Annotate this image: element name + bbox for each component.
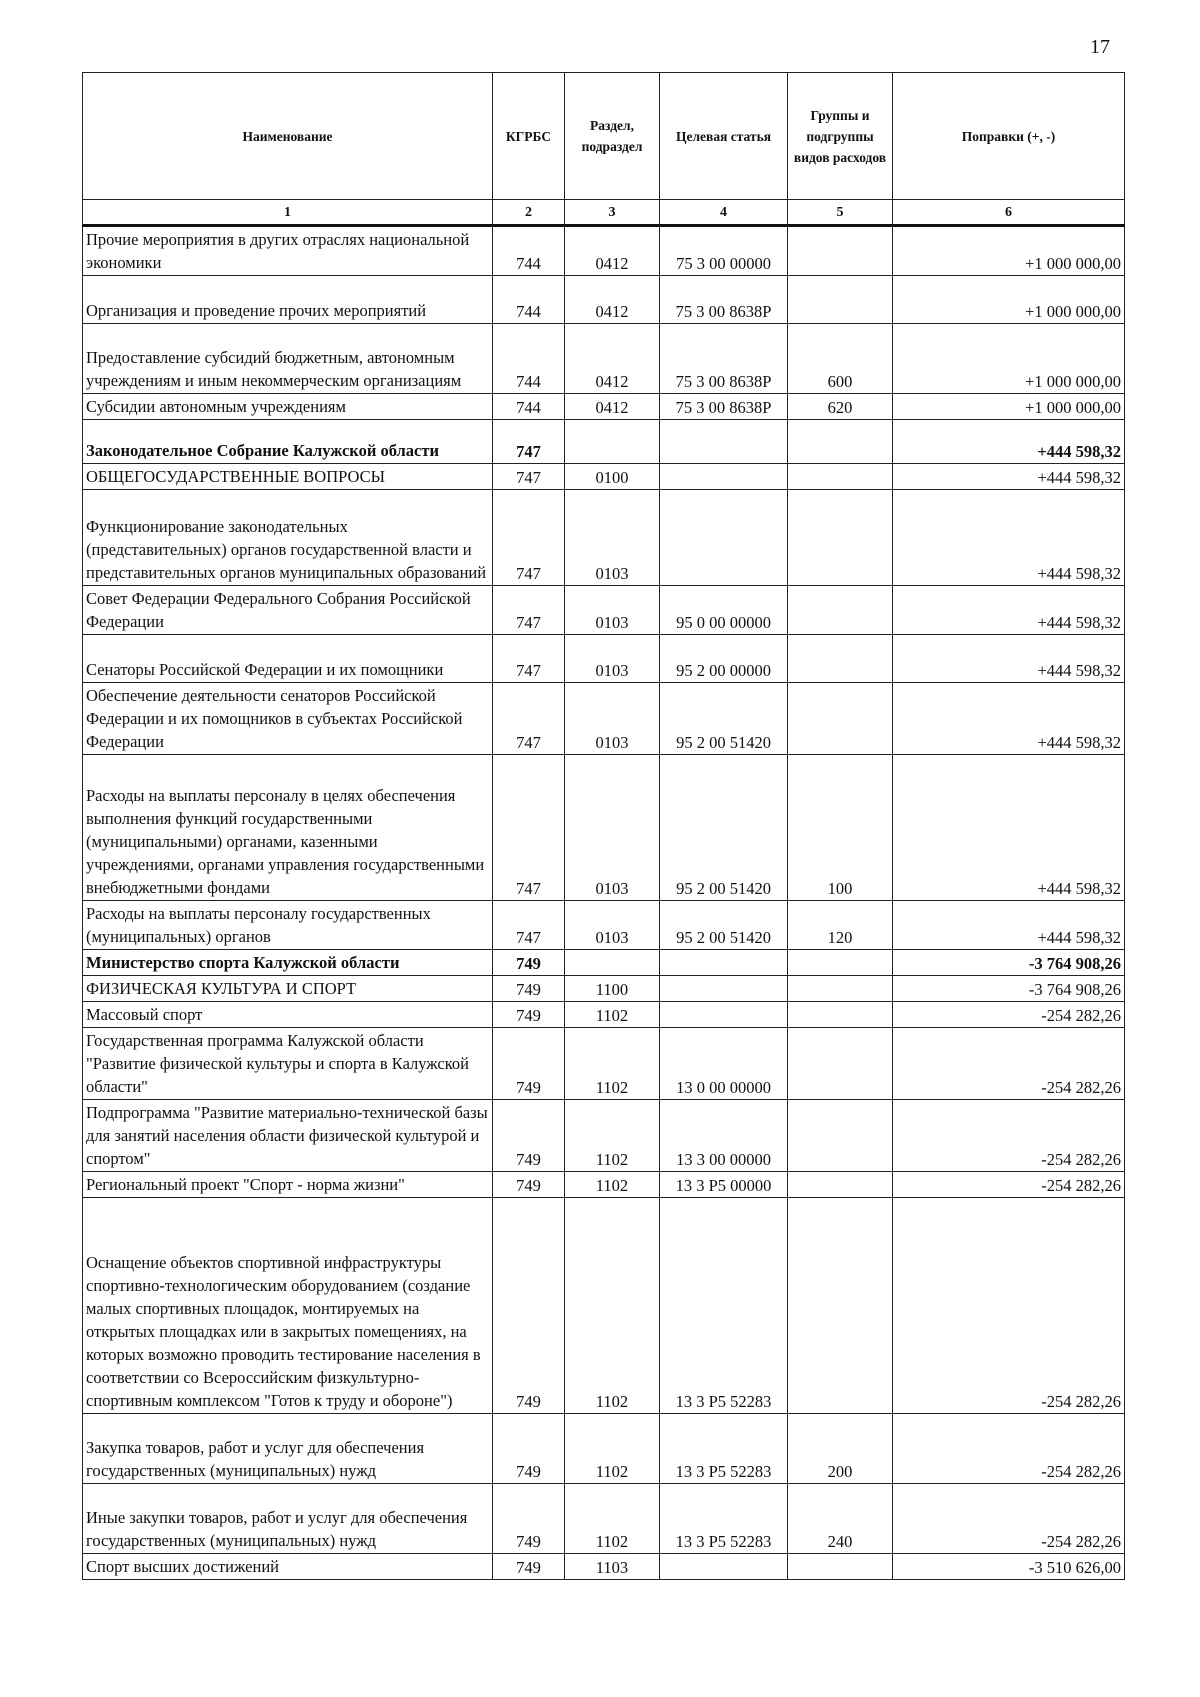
- row-group: [788, 276, 893, 324]
- row-target: 13 0 00 00000: [660, 1028, 788, 1100]
- row-section: 0103: [565, 683, 660, 755]
- row-section: 0100: [565, 464, 660, 490]
- row-name: Закупка товаров, работ и услуг для обеспечения государственных (муниципальных) нужд: [83, 1414, 493, 1484]
- table-row: [83, 683, 1125, 755]
- row-name: Расходы на выплаты персоналу государственных (муниципальных) органов: [83, 901, 493, 950]
- row-target: [660, 1554, 788, 1580]
- row-target: [660, 1002, 788, 1028]
- row-amount: +1 000 000,00: [893, 394, 1125, 420]
- row-amount: +1 000 000,00: [893, 276, 1125, 324]
- row-section: [565, 420, 660, 464]
- row-kgrbs: 749: [493, 1002, 565, 1028]
- row-group: [788, 683, 893, 755]
- table-row: [83, 226, 1125, 276]
- row-group: 120: [788, 901, 893, 950]
- row-amount: -254 282,26: [893, 1198, 1125, 1414]
- row-section: 1102: [565, 1198, 660, 1414]
- table-row: [83, 1100, 1125, 1172]
- header-kgrbs: КГРБС: [493, 73, 565, 200]
- row-section: 1103: [565, 1554, 660, 1580]
- row-group: 240: [788, 1484, 893, 1554]
- row-kgrbs: 744: [493, 276, 565, 324]
- header-target: Целевая статья: [660, 73, 788, 200]
- row-group: [788, 490, 893, 586]
- table-row: [83, 950, 1125, 976]
- header-amendments: Поправки (+, -): [893, 73, 1125, 200]
- row-group: [788, 1100, 893, 1172]
- row-name: Подпрограмма "Развитие материально-технической базы для занятий населения области физической культурой и спортом": [83, 1100, 493, 1172]
- table-row: [83, 901, 1125, 950]
- row-name: Совет Федерации Федерального Собрания Российской Федерации: [83, 586, 493, 635]
- row-name: Государственная программа Калужской области "Развитие физической культуры и спорта в Калужской области": [83, 1028, 493, 1100]
- row-group: 100: [788, 755, 893, 901]
- row-section: 1100: [565, 976, 660, 1002]
- row-target: 95 2 00 51420: [660, 755, 788, 901]
- row-target: 75 3 00 8638Р: [660, 394, 788, 420]
- row-kgrbs: 747: [493, 490, 565, 586]
- row-group: [788, 1172, 893, 1198]
- row-name: Региональный проект "Спорт - норма жизни": [83, 1172, 493, 1198]
- row-amount: -254 282,26: [893, 1484, 1125, 1554]
- row-kgrbs: 747: [493, 755, 565, 901]
- row-group: [788, 1028, 893, 1100]
- row-name: Расходы на выплаты персоналу в целях обеспечения выполнения функций государственными (муниципальными) органами, казенными учреждениями, органами управления государственными внебюджетными фондами: [83, 755, 493, 901]
- row-group: 600: [788, 324, 893, 394]
- row-target: [660, 976, 788, 1002]
- row-kgrbs: 747: [493, 586, 565, 635]
- row-name: Прочие мероприятия в других отраслях национальной экономики: [83, 226, 493, 276]
- row-kgrbs: 747: [493, 635, 565, 683]
- column-number: 3: [565, 200, 660, 226]
- row-kgrbs: 747: [493, 420, 565, 464]
- row-section: 0103: [565, 901, 660, 950]
- row-group: [788, 420, 893, 464]
- row-amount: +444 598,32: [893, 464, 1125, 490]
- table-row: [83, 1028, 1125, 1100]
- row-group: 200: [788, 1414, 893, 1484]
- table-row: [83, 324, 1125, 394]
- row-section: 1102: [565, 1002, 660, 1028]
- header-section: Раздел, подраздел: [565, 73, 660, 200]
- row-section: [565, 950, 660, 976]
- row-group: [788, 1198, 893, 1414]
- table-row: [83, 586, 1125, 635]
- row-section: 0103: [565, 755, 660, 901]
- row-name: Массовый спорт: [83, 1002, 493, 1028]
- row-amount: -3 764 908,26: [893, 950, 1125, 976]
- row-kgrbs: 749: [493, 1172, 565, 1198]
- row-target: 13 3 Р5 52283: [660, 1414, 788, 1484]
- row-amount: +1 000 000,00: [893, 226, 1125, 276]
- row-name: Предоставление субсидий бюджетным, автономным учреждениям и иным некоммерческим организациям: [83, 324, 493, 394]
- column-number: 1: [83, 200, 493, 226]
- row-amount: +444 598,32: [893, 683, 1125, 755]
- row-name: Оснащение объектов спортивной инфраструктуры спортивно-технологическим оборудованием (создание малых спортивных площадок, монтируемых на открытых площадках или в закрытых помещениях, на которых возможно проводить тестирование населения в соответствии со Всероссийским физкультурно-спортивным комплексом "Готов к труду и обороне"): [83, 1198, 493, 1414]
- row-amount: -254 282,26: [893, 1414, 1125, 1484]
- row-name: Субсидии автономным учреждениям: [83, 394, 493, 420]
- row-target: 13 3 00 00000: [660, 1100, 788, 1172]
- table-row: [83, 1414, 1125, 1484]
- row-group: [788, 976, 893, 1002]
- header-name: Наименование: [83, 73, 493, 200]
- row-section: 0412: [565, 226, 660, 276]
- table-row: [83, 1484, 1125, 1554]
- row-amount: +444 598,32: [893, 586, 1125, 635]
- row-amount: -254 282,26: [893, 1002, 1125, 1028]
- row-amount: -254 282,26: [893, 1028, 1125, 1100]
- row-amount: -254 282,26: [893, 1100, 1125, 1172]
- column-number: 4: [660, 200, 788, 226]
- row-target: 75 3 00 00000: [660, 226, 788, 276]
- page-number: 17: [1090, 36, 1110, 58]
- row-section: 0103: [565, 586, 660, 635]
- column-number: 2: [493, 200, 565, 226]
- row-name: ФИЗИЧЕСКАЯ КУЛЬТУРА И СПОРТ: [83, 976, 493, 1002]
- table-row: [83, 490, 1125, 586]
- row-group: [788, 464, 893, 490]
- row-kgrbs: 747: [493, 683, 565, 755]
- table-row: [83, 420, 1125, 464]
- row-amount: -254 282,26: [893, 1172, 1125, 1198]
- row-section: 1102: [565, 1100, 660, 1172]
- row-target: [660, 420, 788, 464]
- row-kgrbs: 749: [493, 1198, 565, 1414]
- table-row: [83, 1172, 1125, 1198]
- row-kgrbs: 744: [493, 394, 565, 420]
- row-group: [788, 950, 893, 976]
- row-group: 620: [788, 394, 893, 420]
- row-target: [660, 464, 788, 490]
- row-section: 1102: [565, 1414, 660, 1484]
- budget-amendments-table: [82, 72, 1125, 1580]
- row-kgrbs: 747: [493, 464, 565, 490]
- row-kgrbs: 749: [493, 950, 565, 976]
- row-amount: -3 764 908,26: [893, 976, 1125, 1002]
- row-name: Обеспечение деятельности сенаторов Российской Федерации и их помощников в субъектах Российской Федерации: [83, 683, 493, 755]
- column-number: 6: [893, 200, 1125, 226]
- row-amount: -3 510 626,00: [893, 1554, 1125, 1580]
- row-name: Организация и проведение прочих мероприятий: [83, 276, 493, 324]
- row-target: [660, 950, 788, 976]
- row-name: Спорт высших достижений: [83, 1554, 493, 1580]
- row-group: [788, 226, 893, 276]
- column-number: 5: [788, 200, 893, 226]
- table-row: [83, 635, 1125, 683]
- row-section: 0412: [565, 276, 660, 324]
- row-target: 75 3 00 8638Р: [660, 324, 788, 394]
- table-row: [83, 276, 1125, 324]
- row-group: [788, 1554, 893, 1580]
- row-target: 13 3 Р5 52283: [660, 1484, 788, 1554]
- row-kgrbs: 744: [493, 226, 565, 276]
- row-kgrbs: 749: [493, 1554, 565, 1580]
- row-name: ОБЩЕГОСУДАРСТВЕННЫЕ ВОПРОСЫ: [83, 464, 493, 490]
- row-kgrbs: 749: [493, 1100, 565, 1172]
- row-name: Сенаторы Российской Федерации и их помощники: [83, 635, 493, 683]
- row-target: 95 0 00 00000: [660, 586, 788, 635]
- row-target: 95 2 00 00000: [660, 635, 788, 683]
- row-amount: +444 598,32: [893, 635, 1125, 683]
- row-section: 1102: [565, 1028, 660, 1100]
- table-row: [83, 1198, 1125, 1414]
- row-target: 95 2 00 51420: [660, 683, 788, 755]
- row-section: 0412: [565, 394, 660, 420]
- row-kgrbs: 749: [493, 976, 565, 1002]
- row-amount: +444 598,32: [893, 901, 1125, 950]
- row-section: 1102: [565, 1172, 660, 1198]
- table-row: [83, 976, 1125, 1002]
- table-row: [83, 755, 1125, 901]
- row-section: 1102: [565, 1484, 660, 1554]
- row-amount: +444 598,32: [893, 420, 1125, 464]
- row-kgrbs: 744: [493, 324, 565, 394]
- row-section: 0103: [565, 490, 660, 586]
- table-row: [83, 1002, 1125, 1028]
- row-group: [788, 1002, 893, 1028]
- row-target: 95 2 00 51420: [660, 901, 788, 950]
- row-group: [788, 635, 893, 683]
- row-kgrbs: 749: [493, 1028, 565, 1100]
- row-target: 13 3 Р5 52283: [660, 1198, 788, 1414]
- table-row: [83, 394, 1125, 420]
- row-target: 75 3 00 8638Р: [660, 276, 788, 324]
- row-kgrbs: 749: [493, 1414, 565, 1484]
- row-kgrbs: 747: [493, 901, 565, 950]
- header-groups: Группы и подгруппы видов расходов: [788, 73, 893, 200]
- row-target: 13 3 Р5 00000: [660, 1172, 788, 1198]
- row-kgrbs: 749: [493, 1484, 565, 1554]
- row-name: Иные закупки товаров, работ и услуг для обеспечения государственных (муниципальных) нужд: [83, 1484, 493, 1554]
- table-row: [83, 464, 1125, 490]
- row-amount: +1 000 000,00: [893, 324, 1125, 394]
- row-amount: +444 598,32: [893, 755, 1125, 901]
- row-amount: +444 598,32: [893, 490, 1125, 586]
- row-name: Министерство спорта Калужской области: [83, 950, 493, 976]
- row-target: [660, 490, 788, 586]
- row-group: [788, 586, 893, 635]
- row-name: Законодательное Собрание Калужской области: [83, 420, 493, 464]
- row-section: 0103: [565, 635, 660, 683]
- table-row: [83, 1554, 1125, 1580]
- row-name: Функционирование законодательных (представительных) органов государственной власти и представительных органов муниципальных образований: [83, 490, 493, 586]
- row-section: 0412: [565, 324, 660, 394]
